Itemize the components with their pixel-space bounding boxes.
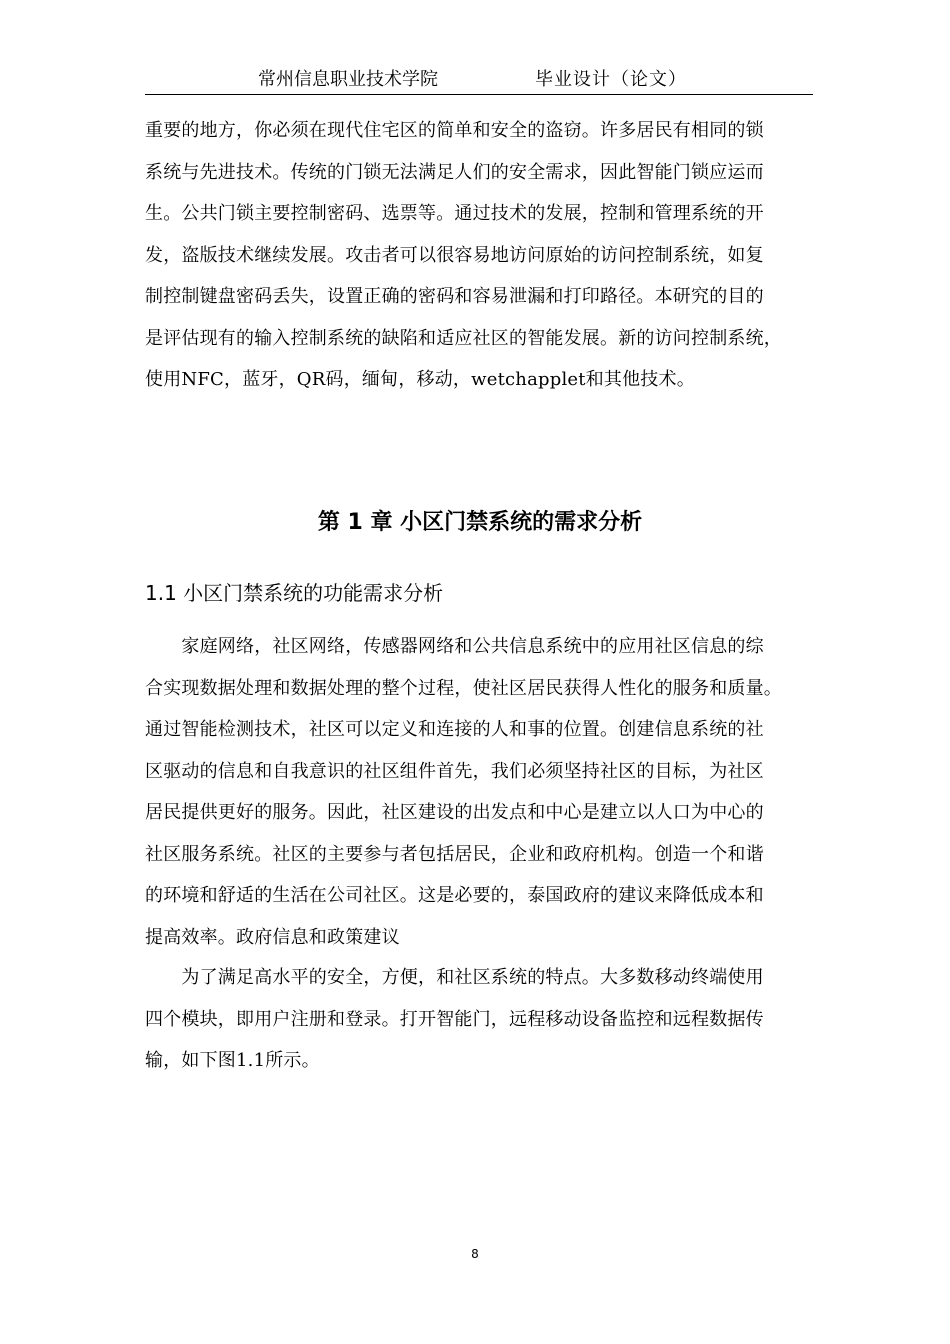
paragraph-line: 居民提供更好的服务。因此，社区建设的出发点和中心是建立以人口为中心的 <box>145 802 764 823</box>
body-paragraph-2 <box>145 957 815 1082</box>
paragraph-line: 是评估现有的输入控制系统的缺陷和适应社区的智能发展。新的访问控制系统， <box>145 327 782 349</box>
header-school-name: 常州信息职业技术学院 <box>258 69 438 90</box>
paragraph-line: 的环境和舒适的生活在公司社区。这是必要的，泰国政府的建议来降低成本和 <box>145 885 764 906</box>
paragraph-line: 系统与先进技术。传统的门锁无法满足人们的安全需求，因此智能门锁应运而 <box>145 161 764 183</box>
paragraph-line: 合实现数据处理和数据处理的整个过程，使社区居民获得人性化的服务和质量。 <box>145 677 782 699</box>
paragraph-line: 提高效率。政府信息和政策建议 <box>145 926 400 948</box>
section-title: 1.1 小区门禁系统的功能需求分析 <box>145 581 444 605</box>
paragraph-line: 使用NFC，蓝牙，QR码，缅甸，移动，wetchapplet和其他技术。 <box>145 369 695 390</box>
paragraph-line: 发，盗版技术继续发展。攻击者可以很容易地访问原始的访问控制系统，如复 <box>145 244 764 266</box>
paragraph-line: 输，如下图1.1所示。 <box>145 1050 320 1071</box>
paragraph-line: 四个模块，即用户注册和登录。打开智能门，远程移动设备监控和远程数据传 <box>145 1008 764 1030</box>
page-header <box>145 66 813 95</box>
paragraph-line: 制控制键盘密码丢失，设置正确的密码和容易泄漏和打印路径。本研究的目的 <box>145 286 764 307</box>
paragraph-line: 区驱动的信息和自我意识的社区组件首先，我们必须坚持社区的目标，为社区 <box>145 760 764 782</box>
paragraph-line: 通过智能检测技术，社区可以定义和连接的人和事的位置。创建信息系统的社 <box>145 719 764 740</box>
paragraph-line: 生。公共门锁主要控制密码、选票等。通过技术的发展，控制和管理系统的开 <box>145 203 764 224</box>
intro-paragraph <box>145 110 815 401</box>
paragraph-line: 社区服务系统。社区的主要参与者包括居民，企业和政府机构。创造一个和谐 <box>145 843 764 865</box>
page-number: 8 <box>471 1247 479 1261</box>
paragraph-line: 重要的地方，你必须在现代住宅区的简单和安全的盗窃。许多居民有相同的锁 <box>145 120 764 141</box>
body-paragraph-1 <box>145 626 815 958</box>
chapter-title: 第 1 章 小区门禁系统的需求分析 <box>317 510 643 535</box>
paragraph-line: 为了满足高水平的安全，方便，和社区系统的特点。大多数移动终端使用 <box>145 967 764 988</box>
paragraph-line: 家庭网络，社区网络，传感器网络和公共信息系统中的应用社区信息的综 <box>145 636 764 657</box>
header-document-type: 毕业设计（论文） <box>535 69 687 90</box>
